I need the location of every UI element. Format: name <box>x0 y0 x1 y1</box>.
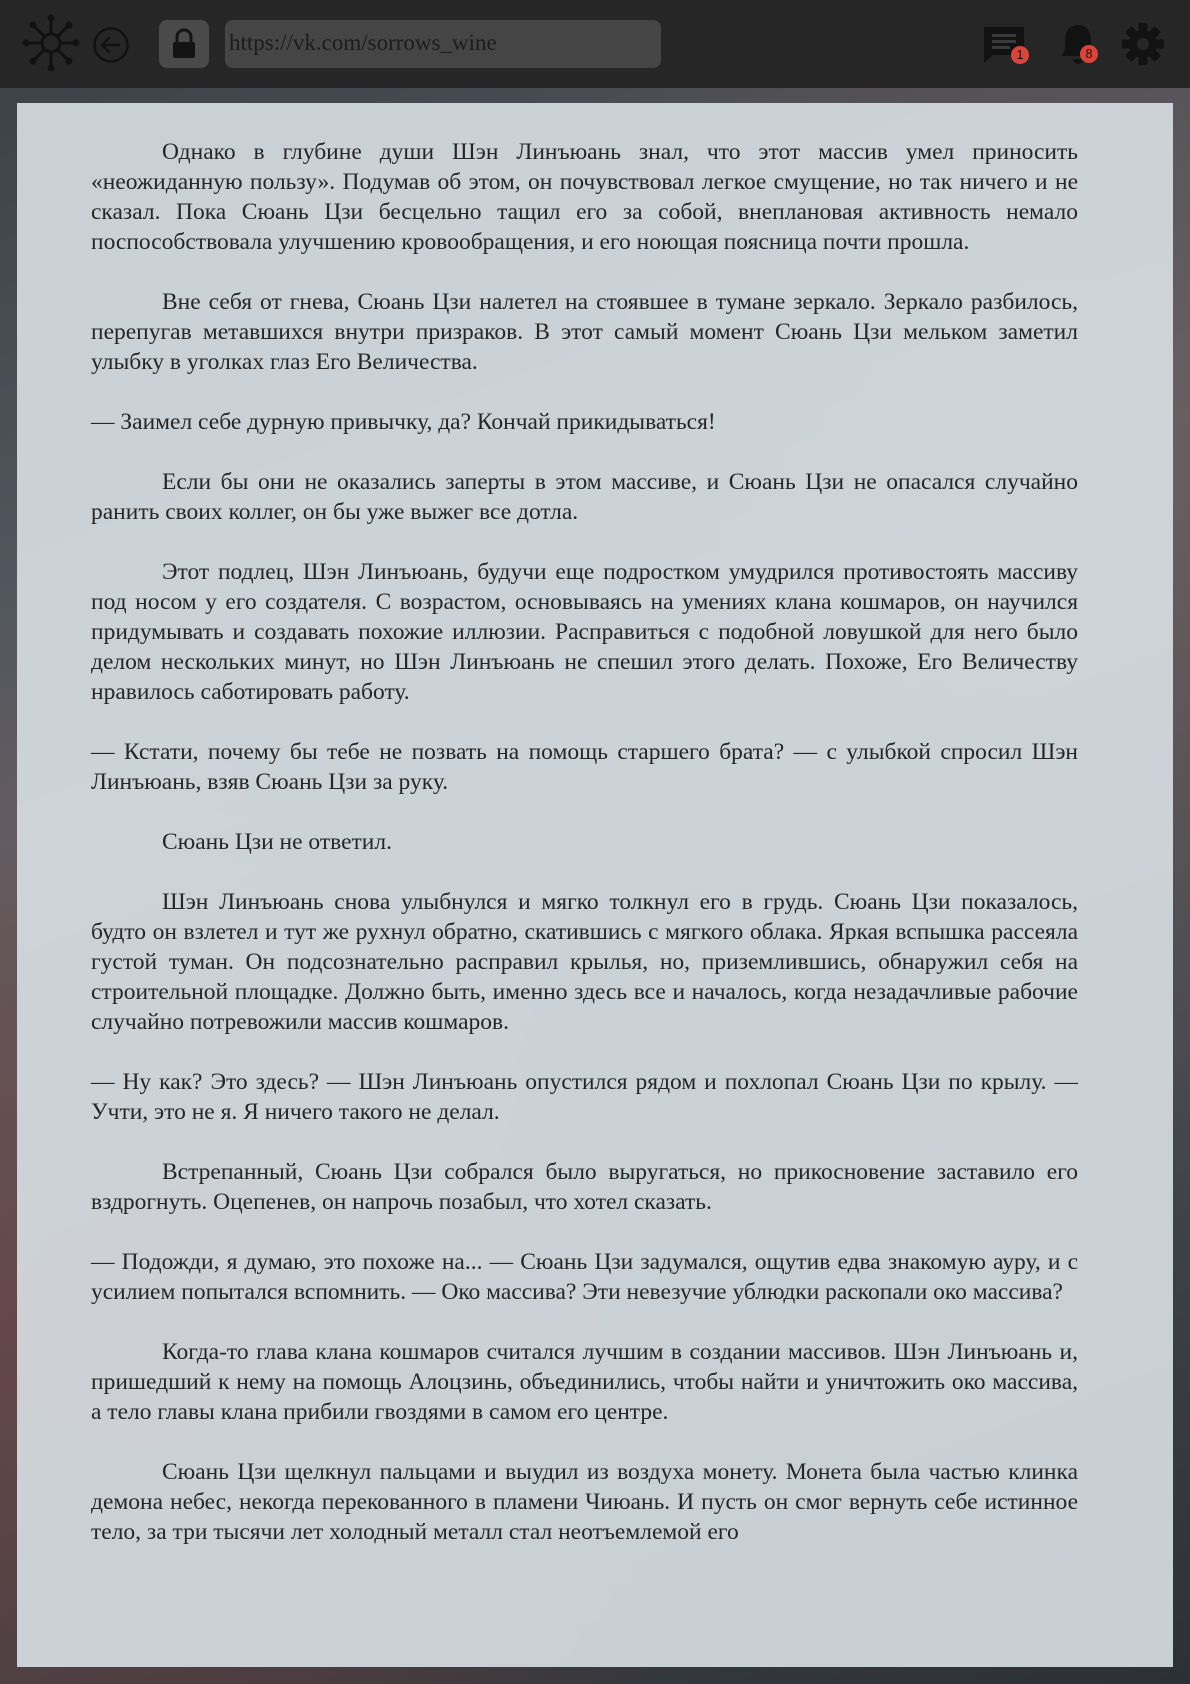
paragraph: Этот подлец, Шэн Линъюань, будучи еще подростком умудрился противостоять массиву под носом у его создателя. С возрастом, основываясь на умениях клана кошмаров, он научился придумывать и создавать похожие иллюзии. Расправиться с подобной ловушкой для него было делом нескольких минут, но Шэн Линъюань не спешил этого делать. Похоже, Его Величеству нравилось саботировать работу. <box>91 559 1078 705</box>
lock-icon <box>170 28 198 60</box>
paragraph: — Кстати, почему бы тебе не позвать на помощь старшего брата? — с улыбкой спросил Шэн Линъюань, взяв Сюань Цзи за руку. <box>91 739 1078 795</box>
address-bar[interactable]: https://vk.com/sorrows_wine <box>225 20 661 68</box>
notifications-count-badge: 8 <box>1080 45 1098 63</box>
lock-button[interactable] <box>159 20 209 68</box>
back-arrow-icon[interactable] <box>92 26 130 64</box>
paragraph: Шэн Линъюань снова улыбнулся и мягко толкнул его в грудь. Сюань Цзи показалось, будто он взлетел и тут же рухнул обратно, скатившись с мягкого облака. Яркая вспышка рассеяла густой туман. Он подсознательно расправил крылья, но, приземлившись, обнаружил себя на строительной площадке. Должно быть, именно здесь все и началось, когда незадачливые рабочие случайно потревожили массив кошмаров. <box>91 889 1078 1035</box>
paragraph: — Заимел себе дурную привычку, да? Кончай прикидываться! <box>91 409 716 435</box>
settings-gear-icon[interactable] <box>1121 22 1165 66</box>
reading-page <box>17 103 1173 1667</box>
paragraph: — Ну как? Это здесь? — Шэн Линъюань опустился рядом и похлопал Сюань Цзи по крылу. — Учти, это не я. Я ничего такого не делал. <box>91 1069 1078 1125</box>
paragraph: Сюань Цзи не ответил. <box>162 829 392 855</box>
story-text <box>91 137 1078 1577</box>
paragraph: Встрепанный, Сюань Цзи собрался было выругаться, но прикосновение заставило его вздрогнуть. Оцепенев, он напрочь позабыл, что хотел сказать. <box>91 1159 1078 1215</box>
messages-count-badge: 1 <box>1011 46 1029 64</box>
paragraph: — Подожди, я думаю, это похоже на... — Сюань Цзи задумался, ощутив едва знакомую ауру, и с усилием попытался вспомнить. — Око массива? Эти невезучие ублюдки раскопали око массива? <box>91 1249 1078 1305</box>
paragraph: Если бы они не оказались заперты в этом массиве, и Сюань Цзи не опасался случайно ранить своих коллег, он бы уже выжег все дотла. <box>91 469 1078 525</box>
paragraph: Вне себя от гнева, Сюань Цзи налетел на стоявшее в тумане зеркало. Зеркало разбилось, перепугав метавшихся внутри призраков. В этот самый момент Сюань Цзи мельком заметил улыбку в уголках глаз Его Величества. <box>91 289 1078 375</box>
top-toolbar <box>0 0 1190 88</box>
paragraph: Когда-то глава клана кошмаров считался лучшим в создании массивов. Шэн Линъюань и, пришедший к нему на помощь Алоцзинь, объединились, чтобы найти и уничтожить око массива, а тело главы клана прибили гвоздями в самом его центре. <box>91 1339 1078 1425</box>
app-logo-icon[interactable] <box>22 14 80 72</box>
paragraph: Однако в глубине души Шэн Линъюань знал, что этот массив умел приносить «неожиданную пользу». Подумав об этом, он почувствовал легкое смущение, но так ничего и не сказал. Пока Сюань Цзи бесцельно тащил его за собой, внеплановая активность немало поспособствовала улучшению кровообращения, и его ноющая поясница почти прошла. <box>91 139 1078 255</box>
paragraph: Сюань Цзи щелкнул пальцами и выудил из воздуха монету. Монета была частью клинка демона небес, некогда перекованного в пламени Чиюань. И пусть он смог вернуть себе истинное тело, за три тысячи лет холодный металл стал неотъемлемой его <box>91 1459 1078 1545</box>
